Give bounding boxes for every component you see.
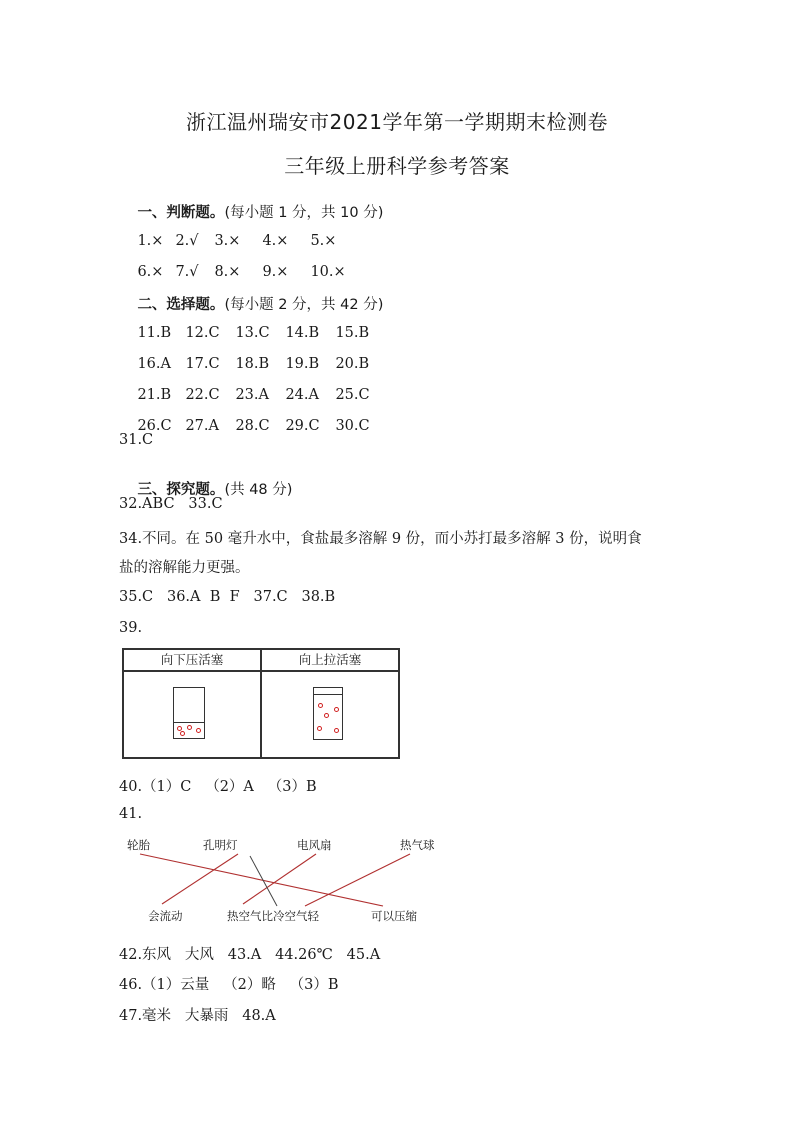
page-subtitle: 三年级上册科学参考答案	[284, 154, 510, 178]
answer-item: 12.C	[185, 325, 220, 341]
answer-row: 40.（1）C （2）A （3）B	[119, 779, 317, 795]
match-item-bottom: 热空气比冷空气轻	[227, 909, 319, 923]
air-particle	[334, 707, 339, 712]
air-particle	[334, 728, 339, 733]
answer-item: 9.×	[262, 264, 289, 280]
answer-row: 47.毫米 大暴雨 48.A	[119, 1008, 276, 1024]
answer-item: 1.×	[137, 233, 164, 249]
answer-row: 32.ABC 33.C	[119, 496, 223, 512]
air-particle	[317, 726, 322, 731]
page-title: 浙江温州瑞安市2021学年第一学期期末检测卷	[186, 110, 608, 134]
answer-item: 3.×	[214, 233, 241, 249]
answer-item: 25.C	[335, 387, 370, 403]
answer-item: 13.C	[235, 325, 270, 341]
answer-item: 4.×	[262, 233, 289, 249]
question-number: 39.	[119, 620, 143, 636]
answer-item: 5.×	[310, 233, 337, 249]
air-particle	[196, 728, 201, 733]
section-note: (每小题 2 分，共 42 分)	[224, 297, 384, 313]
section-note: (共 48 分)	[224, 482, 293, 498]
answer-item: 27.A	[185, 418, 219, 434]
table-header: 向上拉活塞	[262, 650, 398, 672]
answer-item: 24.A	[285, 387, 319, 403]
answer-item: 20.B	[335, 356, 370, 372]
answer-item: 10.×	[310, 264, 346, 280]
section-note: (每小题 1 分，共 10 分)	[224, 205, 384, 221]
answer-item: 7.√	[175, 264, 199, 280]
answer-item: 2.√	[175, 233, 199, 249]
match-item-bottom: 会流动	[148, 909, 183, 923]
answer-item: 28.C	[235, 418, 270, 434]
piston-cell-up	[260, 650, 398, 757]
answer-row: 35.C 36.A B F 37.C 38.B	[119, 589, 336, 605]
match-item-bottom: 可以压缩	[371, 909, 417, 923]
answer-item: 29.C	[285, 418, 320, 434]
air-particle	[187, 725, 192, 730]
answer-row: 42.东风 大风 43.A 44.26℃ 45.A	[119, 947, 381, 963]
answer-item: 15.B	[335, 325, 370, 341]
answer-item: 11.B	[137, 325, 172, 341]
answer-item: 19.B	[285, 356, 320, 372]
answer-item: 18.B	[235, 356, 270, 372]
answer-item: 17.C	[185, 356, 220, 372]
air-particle	[324, 713, 329, 718]
question-number: 41.	[119, 806, 143, 822]
answer-row	[119, 402, 370, 450]
answer-item: 30.C	[335, 418, 370, 434]
answer-item: 21.B	[137, 387, 172, 403]
piston-line	[314, 694, 342, 695]
section-title: 三、探究题。	[137, 482, 225, 498]
answer-text: 34.不同。在 50 毫升水中，食盐最多溶解 9 份，而小苏打最多溶解 3 份，说明食	[119, 531, 642, 547]
answer-item: 14.B	[285, 325, 320, 341]
match-item-top: 电风扇	[297, 838, 332, 852]
answer-item: 6.×	[137, 264, 164, 280]
piston-cell-down	[124, 650, 260, 757]
matching-diagram	[110, 832, 450, 928]
answer-text: 盐的溶解能力更强。	[119, 560, 250, 576]
piston-line	[174, 722, 204, 723]
syringe-diagram	[313, 687, 343, 740]
answer-item: 22.C	[185, 387, 220, 403]
answer-item: 16.A	[137, 356, 171, 372]
answer-item: 26.C	[137, 418, 172, 434]
answer-item: 23.A	[235, 387, 269, 403]
syringe-diagram	[173, 687, 205, 739]
answer-row: 46.（1）云量 （2）略 （3）B	[119, 977, 339, 993]
match-item-top: 轮胎	[127, 838, 150, 852]
air-particle	[180, 731, 185, 736]
section-title: 二、选择题。	[137, 297, 225, 313]
piston-table	[122, 648, 400, 759]
section-title: 一、判断题。	[137, 205, 225, 221]
match-item-top: 热气球	[400, 838, 435, 852]
answer-row: 31.C	[119, 432, 154, 448]
match-item-top: 孔明灯	[203, 838, 238, 852]
answer-item: 8.×	[214, 264, 241, 280]
air-particle	[318, 703, 323, 708]
table-header: 向下压活塞	[124, 650, 260, 672]
